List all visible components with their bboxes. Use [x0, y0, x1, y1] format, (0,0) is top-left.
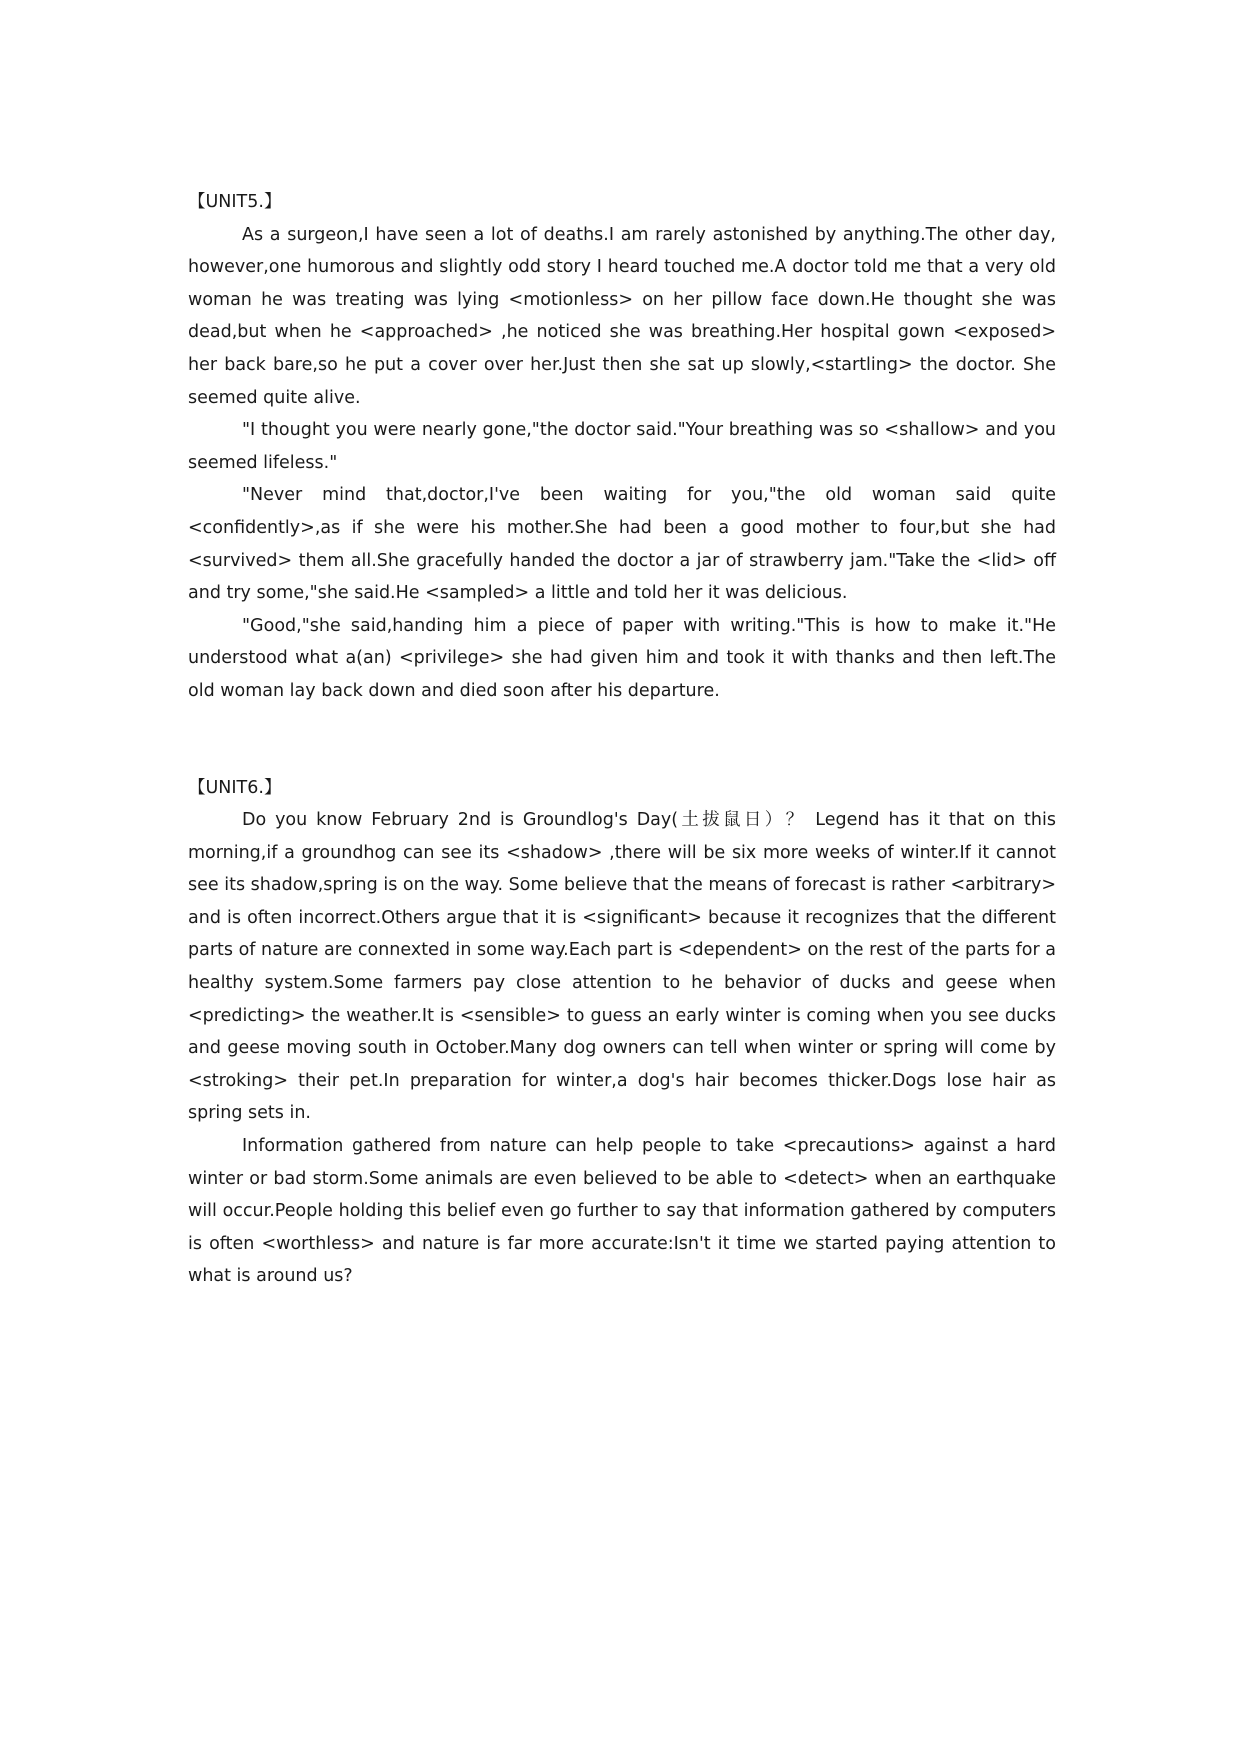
unit6-section [188, 772, 1056, 1294]
unit5-paragraph-4: "Good,"she said,handing him a piece of paper with writing."This is how to make it."He understood what a(an) <privilege> she had given him and took it with thanks and then left.The old woman lay back down and died soon after his departure. [188, 615, 1056, 701]
unit5-paragraph-3: "Never mind that,doctor,I've been waiting for you,"the old woman said quite <confidently>,as if she were his mother.She had been a good mother to four,but she had <survived> them all.She gracefully handed the doctor a jar of strawberry jam."Take the <lid> off and try some,"she said.He <sampled> a little and told her it was delicious. [188, 485, 1056, 604]
document-page [188, 186, 1056, 1293]
section-spacer [188, 708, 1056, 772]
unit6-heading: 【UNIT6.】 [188, 777, 282, 798]
unit5-paragraph-2: "I thought you were nearly gone,"the doctor said."Your breathing was so <shallow> and you seemed lifeless." [188, 420, 1056, 473]
unit6-paragraph-2: Information gathered from nature can help people to take <precautions> against a hard winter or bad storm.Some animals are even believed to be able to <detect> when an earthquake will occur.People holding this belief even go further to say that information gathered by computers is often <worthless> and nature is far more accurate:Isn't it time we started paying attention to what is around us? [188, 1136, 1056, 1287]
unit5-paragraph-1: As a surgeon,I have seen a lot of deaths.I am rarely astonished by anything.The other day, however,one humorous and slightly odd story I heard touched me.A doctor told me that a very old woman he was treating was lying <motionless> on her pillow face down.He thought she was dead,but when he <approached> ,he noticed she was breathing.Her hospital gown <exposed> her back bare,so he put a cover over her.Just then she sat up slowly,<startling> the doctor. She seemed quite alive. [188, 224, 1056, 408]
unit6-paragraph-1: Do you know February 2nd is Groundlog's Day(土拔鼠日）？ Legend has it that on this morning,if a groundhog can see its <shadow> ,there will be six more weeks of winter.If it cannot see its shadow,spring is on the way. Some believe that the means of forecast is rather <arbitrary> and is often incorrect.Others argue that it is <significant> because it recognizes that the different parts of nature are connexted in some way.Each part is <dependent> on the rest of the parts for a healthy system.Some farmers pay close attention to he behavior of ducks and geese when <predicting> the weather.It is <sensible> to guess an early winter is coming when you see ducks and geese moving south in October.Many dog owners can tell when winter or spring will come by <stroking> their pet.In preparation for winter,a dog's hair becomes thicker.Dogs lose hair as spring sets in. [188, 810, 1056, 1124]
unit5-heading: 【UNIT5.】 [188, 192, 282, 212]
unit5-section [188, 186, 1056, 708]
